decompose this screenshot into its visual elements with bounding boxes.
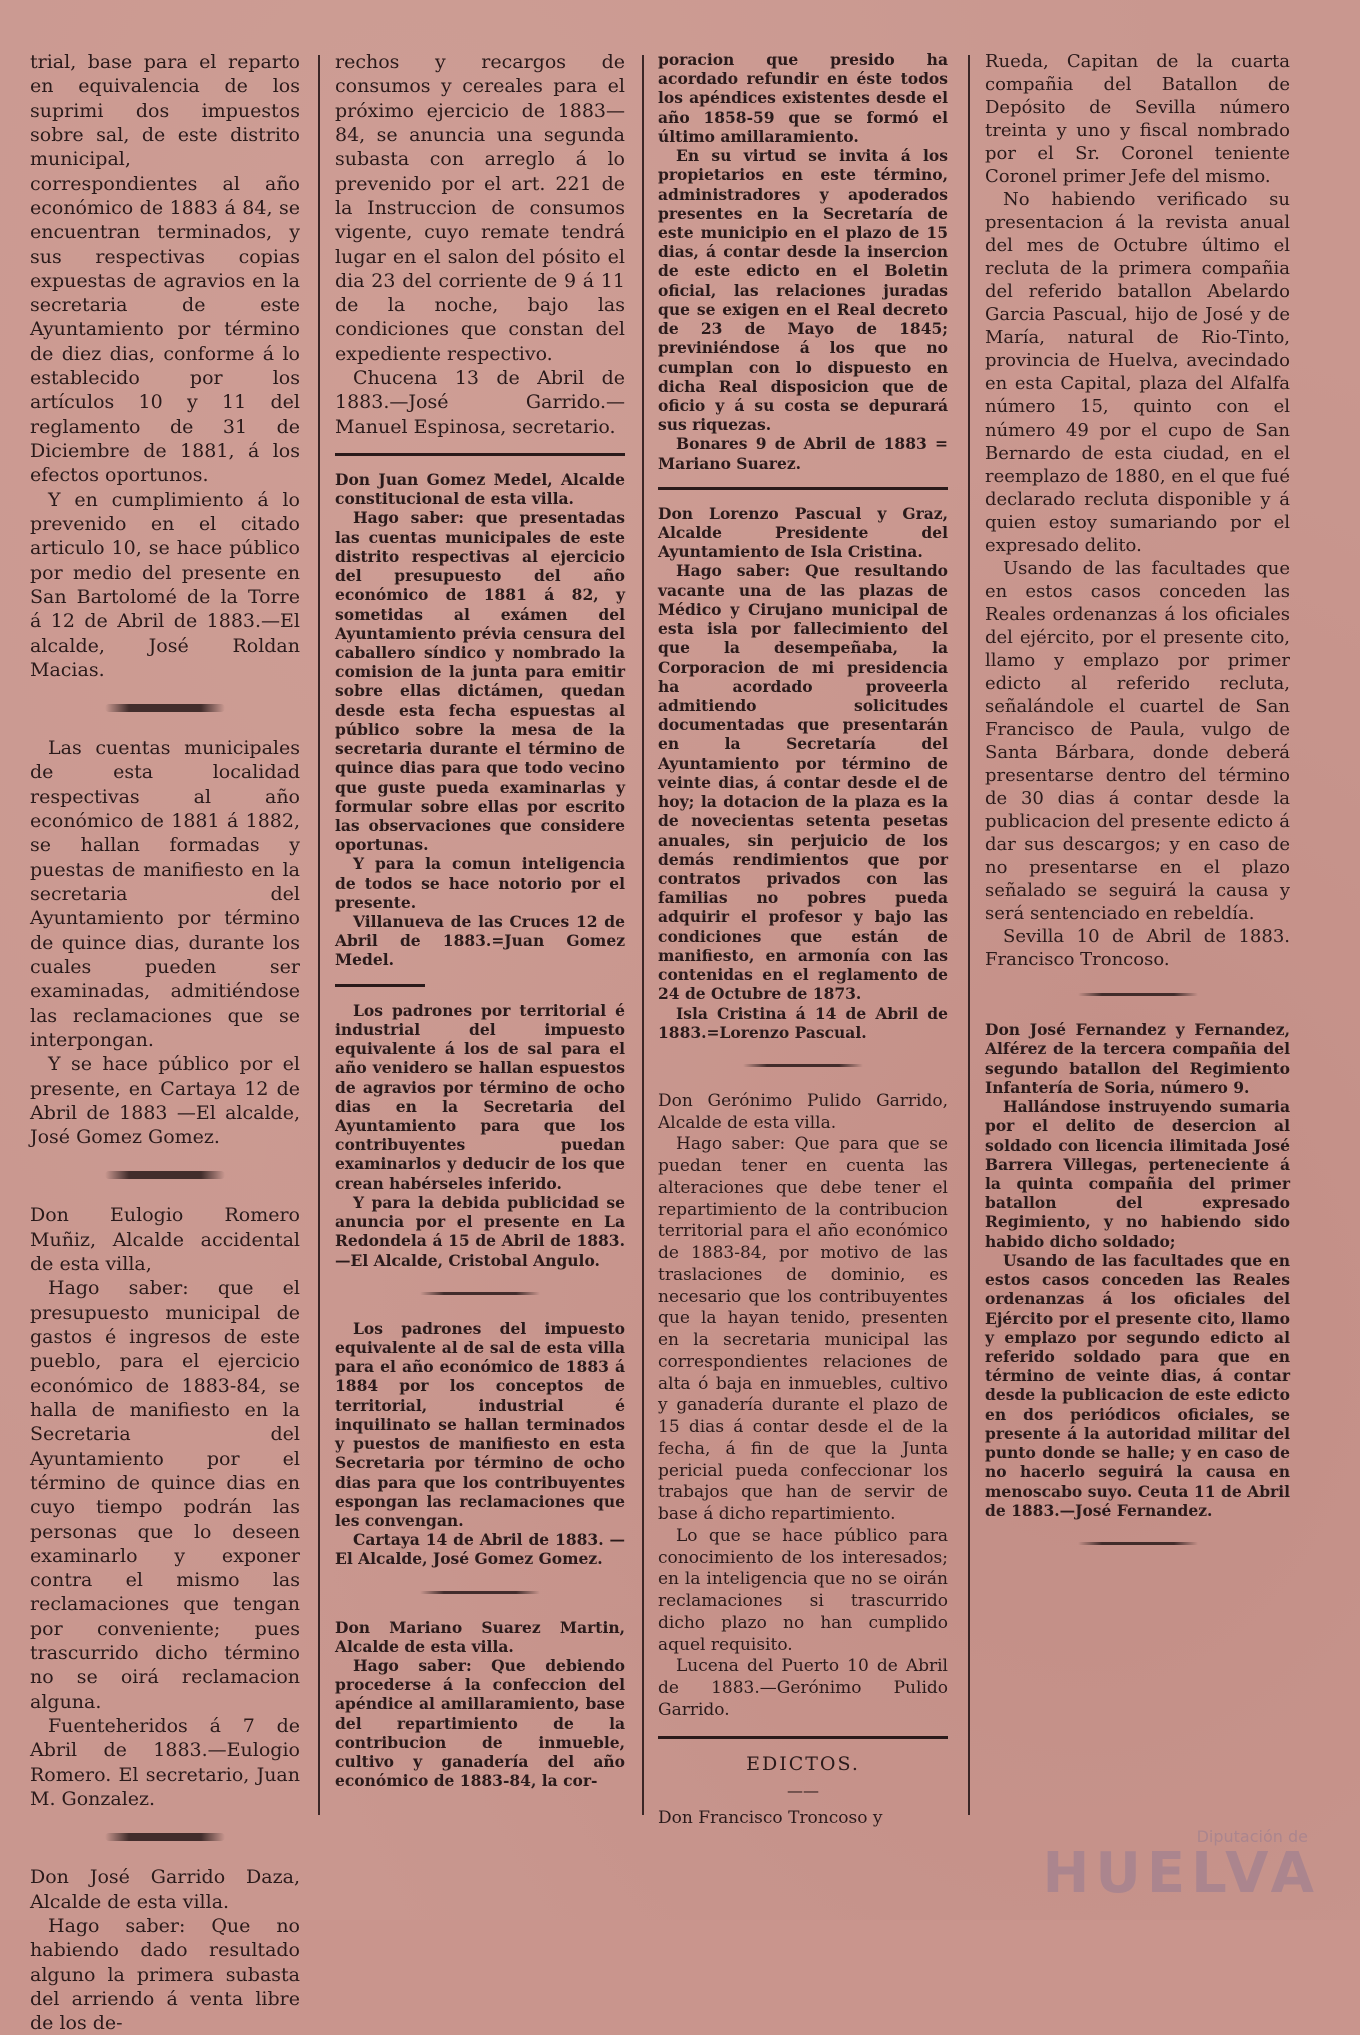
column-4 <box>985 50 1290 1850</box>
ornament-divider <box>743 1064 863 1067</box>
notice-paragraph: Hago saber: que presentadas las cuentas municipales de este distrito respectivas al ejercicio del presupuesto del año económico de 1881 á 82, y sometidas al exámen del Ayuntamiento prévia censura del caballero síndico y nombrado la comision de la junta para emitir sobre ellas dictámen, quedan desde esta fecha espuestas al público sobre la mesa de la secretaria durante el término de quince dias para que todo vecino que guste pueda examinarlas y formular sobre ellas por escrito las observaciones que considere oportunas. <box>335 508 625 855</box>
notice-heading: Don Mariano Suarez Martin, Alcalde de esta villa. <box>335 1617 625 1656</box>
ornament-divider <box>1078 1542 1198 1545</box>
notice-paragraph: trial, base para el reparto en equivalencia de los suprimi dos impuestos sobre sal, de este distrito municipal, correspondientes al año económico de 1883 á 84, se encuentran terminados, y sus respectivas copias expuestas de agravios en la secretaria de este Ayuntamiento por término de diez dias, conforme á lo establecido por los artículos 10 y 11 del reglamento de 31 de Diciembre de 1881, á los efectos oportunos. <box>30 51 300 487</box>
watermark-logo-small: Diputación de <box>1196 1827 1308 1846</box>
notice-heading: Don José Fernandez y Fernandez, Alférez de la tercera compañia del segundo batallon del Regimiento Infantería de Soria, número 9. <box>985 1020 1290 1097</box>
notice-paragraph: Chucena 13 de Abril de 1883.—José Garrido.—Manuel Espinosa, secretario. <box>335 367 625 438</box>
column-1 <box>30 50 300 2035</box>
notice-paragraph: Hago saber: que el presupuesto municipal de gastos é ingresos de este pueblo, para el ejercicio económico de 1883-84, se halla de manifiesto en la Secretaria del Ayuntamiento por el término de quince dias en cuyo tiempo podrán las personas que lo deseen examinarlo y exponer contra el mismo las reclamaciones que tengan por conveniente; pues trascurrido dicho término no se oirá reclamacion alguna. <box>30 1277 300 1713</box>
notice-heading: Don Gerónimo Pulido Garrido, Alcalde de esta villa. <box>658 1090 948 1133</box>
column-rule <box>968 55 970 1815</box>
section-title: EDICTOS. <box>746 1752 860 1775</box>
ornament-divider <box>1078 993 1198 996</box>
ornament-divider <box>420 1292 540 1295</box>
column-rule <box>318 55 320 1815</box>
notice-paragraph: Sevilla 10 de Abril de 1883. Francisco Troncoso. <box>985 926 1290 971</box>
column-rule <box>642 55 644 1815</box>
notice-paragraph: Hago saber: Que no habiendo dado resultado alguno la primera subasta del arriendo á venta libre de los de- <box>30 1914 300 2035</box>
notice-paragraph: Hallándose instruyendo sumaria por el delito de desercion al soldado con licencia ilimitada José Barrera Villegas, perteneciente á la quinta compañia del primer batallon del expresado Regimiento, y no habiendo sido habido dicho soldado; <box>985 1097 1290 1251</box>
ornament-divider <box>105 704 225 712</box>
notice-paragraph: Hago saber: Que resultando vacante una de las plazas de Médico y Cirujano municipal de esta isla por fallecimiento del que la desempeñaba, la Corporacion de mi presidencia ha acordado proveerla admitiendo solicitudes documentadas que presentarán en la Secretaría del Ayuntamiento por término de veinte dias, á contar desde el de hoy; la dotacion de la plaza es la de novecientas setenta pesetas anuales, sin perjuicio de los demás rendimientos que por contratos privados con las familias no pobres pueda adquirir el profesor y bajo las condiciones que están de manifiesto, en armonía con las contenidas en el reglamento de 24 de Octubre de 1873. <box>658 561 948 1004</box>
notice-paragraph: Lo que se hace público para conocimiento de los interesados; en la inteligencia que no se oirán reclamaciones si trascurrido dicho plazo no han cumplido aquel requisito. <box>658 1525 948 1655</box>
notice-paragraph: Bonares 9 de Abril de 1883 = Mariano Suarez. <box>658 434 948 473</box>
notice-heading: Don Eulogio Romero Muñiz, Alcalde accidental de esta villa, <box>30 1204 300 1276</box>
notice-heading: Don Francisco Troncoso y <box>658 1807 883 1828</box>
ornament-divider <box>105 1171 225 1179</box>
notice-paragraph: Usando de las facultades que en estos casos conceden las Reales ordenanzas á los oficiales del Ejército por el presente cito, llamo y emplazo por segundo edicto al referido soldado para que en término de veinte dias, á contar desde la publicacion de este edicto en dos periódicos oficiales, se presente á la autoridad militar del punto donde se halle; y en caso de no hacerlo seguirá la causa en menoscabo suyo. Ceuta 11 de Abril de 1883.—José Fernandez. <box>985 1250 1290 1520</box>
watermark-logo: HUELVA <box>1042 1841 1320 1906</box>
notice-paragraph: Los padrones del impuesto equivalente al de sal de esta villa para el año económico de 1883 á 1884 por los conceptos de territorial, industrial é inquilinato se hallan terminados y puestos de manifiesto en esta Secretaria por término de ocho dias para que los contribuyentes espongan las reclamaciones que les convengan. <box>335 1318 625 1530</box>
column-2 <box>335 50 625 1850</box>
separator-line <box>335 984 425 987</box>
separator-line <box>658 1736 948 1739</box>
notice-paragraph: Y se hace público por el presente, en Cartaya 12 de Abril de 1883 —El alcalde, José Gomez Gomez. <box>30 1053 300 1149</box>
separator-line <box>335 453 625 456</box>
notice-paragraph: Y para la debida publicidad se anuncia por el presente en La Redondela á 15 de Abril de 1883.—El Alcalde, Cristobal Angulo. <box>335 1192 625 1270</box>
notice-paragraph: Hago saber: Que debiendo procederse á la confeccion del apéndice al amillaramiento, base del repartimiento de la contribucion de inmueble, cultivo y ganadería del año económico de 1883-84, la cor- <box>335 1656 625 1791</box>
notice-paragraph: Y en cumplimiento á lo prevenido en el citado articulo 10, se hace público por medio del presente en San Bartolomé de la Torre á 12 de Abril de 1883.—El alcalde, José Roldan Macias. <box>30 488 300 681</box>
notice-paragraph: Hago saber: Que para que se puedan tener en cuenta las alteraciones que debe tener el repartimiento de la contribucion territorial para el año económico de 1883-84, por motivo de las traslaciones de dominio, es necesario que los contribuyentes que la hayan tenido, presenten en la secretaria municipal las correspondientes relaciones de alta ó baja en inmuebles, cultivo y ganadería durante el plazo de 15 dias á contar desde el de la fecha, á fin de que la Junta pericial pueda confeccionar los trabajos que han de servir de base á dicho repartimiento. <box>658 1134 948 1525</box>
notice-paragraph: Y para la comun inteligencia de todos se hace notorio por el presente. <box>335 854 625 912</box>
column-3 <box>658 50 948 1850</box>
notice-paragraph: Rueda, Capitan de la cuarta compañia del Batallon de Depósito de Sevilla número treinta y uno y fiscal nombrado por el Sr. Coronel teniente Coronel primer Jefe del mismo. <box>985 51 1290 188</box>
ornament-divider <box>105 1833 225 1841</box>
notice-paragraph: rechos y recargos de consumos y cereales para el próximo ejercicio de 1883—84, se anuncia una segunda subasta con arreglo á lo prevenido por el art. 221 de la Instruccion de consumos vigente, cuyo remate tendrá lugar en el salon del pósito el dia 23 del corriente de 9 á 11 de la noche, bajo las condiciones que constan del expediente respectivo. <box>335 51 625 365</box>
notice-paragraph: poracion que presido ha acordado refundir en éste todos los apéndices existentes desde el año 1858-59 que se formó el último amillaramiento. <box>658 50 948 146</box>
notice-heading: Don Juan Gomez Medel, Alcalde constitucional de esta villa. <box>335 470 625 509</box>
notice-paragraph: Los padrones por territorial é industrial del impuesto equivalente á los de sal para el año venidero se hallan espuestos de agravios por término de ocho dias en la Secretaria del Ayuntamiento para que los contribuyentes puedan examinarlos y deducir de los que crean habérseles inferido. <box>335 1000 625 1193</box>
ornament-divider <box>420 1591 540 1594</box>
notice-heading: Don Lorenzo Pascual y Graz, Alcalde Presidente del Ayuntamiento de Isla Cristina. <box>658 503 948 562</box>
notice-paragraph: Isla Cristina á 14 de Abril de 1883.=Lorenzo Pascual. <box>658 1003 948 1042</box>
notice-paragraph: Usando de las facultades que en estos casos conceden las Reales ordenanzas á los oficiales del ejército, por el presente cito, llamo y emplazo por primer edicto al referido recluta, señalándole el cuartel de San Francisco de Paula, vulgo de Santa Bárbara, donde deberá presentarse dentro del término de 30 dias á contar desde la publicacion del presente edicto á dar sus descargos; y en caso de no presentarse en el plazo señalado se seguirá la causa y será sentenciado en rebeldía. <box>985 557 1290 925</box>
notice-heading: Don José Garrido Daza, Alcalde de esta villa. <box>30 1866 300 1913</box>
notice-paragraph: No habiendo verificado su presentacion á la revista anual del mes de Octubre último el recluta de la primera compañia del referido batallon Abelardo Garcia Pascual, hijo de José y de María, natural de Rio-Tinto, provincia de Huelva, avecindado en esta Capital, plaza del Alfalfa número 15, quinto con el número 49 por el cupo de San Bernardo de esta ciudad, en el reemplazo de 1880, en el que fué declarado recluta disponible y á quien estoy sumariando por el expresado delito. <box>985 189 1290 556</box>
notice-paragraph: Fuenteheridos á 7 de Abril de 1883.—Eulogio Romero. El secretario, Juan M. Gonzalez. <box>30 1715 300 1810</box>
notice-paragraph: Villanueva de las Cruces 12 de Abril de 1883.=Juan Gomez Medel. <box>335 912 625 970</box>
notice-paragraph: Lucena del Puerto 10 de Abril de 1883.—Gerónimo Pulido Garrido. <box>658 1656 948 1720</box>
section-dash: —— <box>787 1780 819 1800</box>
notice-paragraph: Cartaya 14 de Abril de 1883. —El Alcalde, José Gomez Gomez. <box>335 1530 625 1569</box>
notice-paragraph: En su virtud se invita á los propietarios en este término, administradores y apoderados presentes en la Secretaría de este municipio en el plazo de 15 dias, á contar desde la insercion de este edicto en el Boletin oficial, las relaciones juradas que se exigen en el Real decreto de 23 de Mayo de 1845; previniéndose á los que no cumplan con lo dispuesto en dicha Real disposicion que de oficio y á su costa se depurará sus riquezas. <box>658 146 948 435</box>
separator-line <box>658 487 948 490</box>
notice-paragraph: Las cuentas municipales de esta localidad respectivas al año económico de 1881 á 1882, se hallan formadas y puestas de manifiesto en la secretaria del Ayuntamiento por término de quince dias, durante los cuales pueden ser examinadas, admitiéndose las reclamaciones que se interpongan. <box>30 737 300 1051</box>
